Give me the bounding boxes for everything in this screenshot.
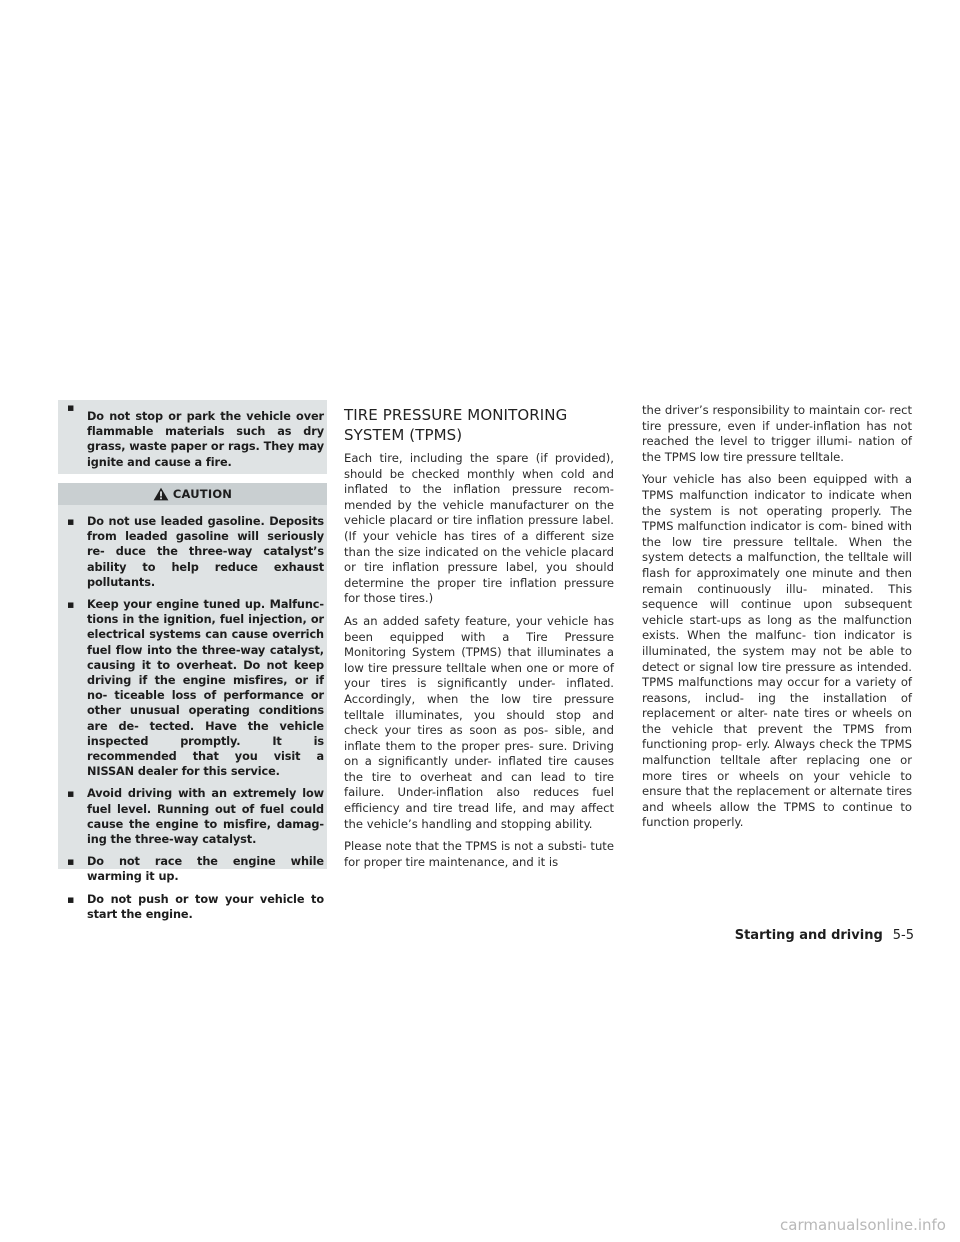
caution-item: ▪ Do not push or tow your vehicle to start the engine. <box>58 892 327 922</box>
caution-title: CAUTION <box>172 487 233 501</box>
column-middle <box>344 405 614 877</box>
paragraph: Your vehicle has also been equipped with a TPMS malfunction indicator to indicate when the system is not operating properly. The TPMS malfunction indicator is com- bined with the low tire pressure telltale. When the system detects a malfunction, the telltale will flash for approximately one minute and then remain continuously illu- minated. This sequence will continue upon subsequent vehicle start-ups as long as the malfunction exists. When the malfunc- tion indicator is illuminated, the system may not be able to detect or signal low tire pressure as intended. TPMS malfunctions may occur for a variety of reasons, includ- ing the installation of replacement or alter- nate tires or wheels on the vehicle that prevent the TPMS from functioning prop- erly. Always check the TPMS malfunction telltale after replacing one or more tires or wheels on your vehicle to ensure that the replacement or alternate tires and wheels allow the TPMS to continue to function properly. <box>642 472 912 830</box>
page-number: 5-5 <box>892 928 914 943</box>
paragraph: the driver’s responsibility to maintain cor- rect tire pressure, even if under-inflation has not reached the level to trigger illumi- nation of the TPMS low tire pressure telltale. <box>642 403 912 464</box>
section-heading: TIRE PRESSURE MONITORING SYSTEM (TPMS) <box>344 406 568 444</box>
caution-item: ▪ Avoid driving with an extremely low fuel level. Running out of fuel could cause the engine to misfire, damag- ing the three-way catalyst. <box>58 786 327 847</box>
warning-item: ▪ Do not stop or park the vehicle over flammable materials such as dry grass, waste paper or rags. They may ignite and cause a fire. <box>58 400 327 470</box>
warning-triangle-icon <box>153 487 169 501</box>
column-right <box>642 403 912 838</box>
caution-header <box>58 483 327 505</box>
paragraph: Each tire, including the spare (if provided), should be checked monthly when cold and inflated to the inflation pressure recom- mended by the vehicle manufacturer on the vehicle placard or tire inflation pressure label. (If your vehicle has tires of a different size than the size indicated on the vehicle placard or tire inflation pressure label, you should determine the proper tire inflation pressure for those tires.) <box>344 451 614 606</box>
caution-item: ▪ Do not use leaded gasoline. Deposits from leaded gasoline will seriously re- duce the three-way catalyst’s ability to help reduce exhaust pollutants. <box>58 514 327 590</box>
footer-section-name: Starting and driving <box>734 928 883 943</box>
caution-item: ▪ Do not race the engine while warming it up. <box>58 854 327 884</box>
caution-box <box>58 505 327 921</box>
caution-item: ▪ Keep your engine tuned up. Malfunc- tions in the ignition, fuel injection, or electrical systems can cause overrich fuel flow into the three-way catalyst, causing it to overheat. Do not keep driving if the engine misfires, or if no- ticeable loss of performance or other unusual operating conditions are de- tected. Have the vehicle inspected promptly. It is recommended that you visit a NISSAN dealer for this service. <box>58 597 327 779</box>
watermark: carmanualsonline.info <box>780 1216 946 1234</box>
page-footer <box>735 928 914 943</box>
warning-box <box>58 400 327 474</box>
paragraph: Please note that the TPMS is not a substi- tute for proper tire maintenance, and it is <box>344 839 614 869</box>
paragraph: As an added safety feature, your vehicle has been equipped with a Tire Pressure Monitoring System (TPMS) that illuminates a low tire pressure telltale when one or more of your tires is significantly under- inflated. Accordingly, when the low tire pressure telltale illuminates, you should stop and check your tires as soon as pos- sible, and inflate them to the proper pres- sure. Driving on a significantly under- inflated tire causes the tire to overheat and can lead to tire failure. Under-inflation also reduces fuel efficiency and tire tread life, and may affect the vehicle’s handling and stopping ability. <box>344 613 614 831</box>
